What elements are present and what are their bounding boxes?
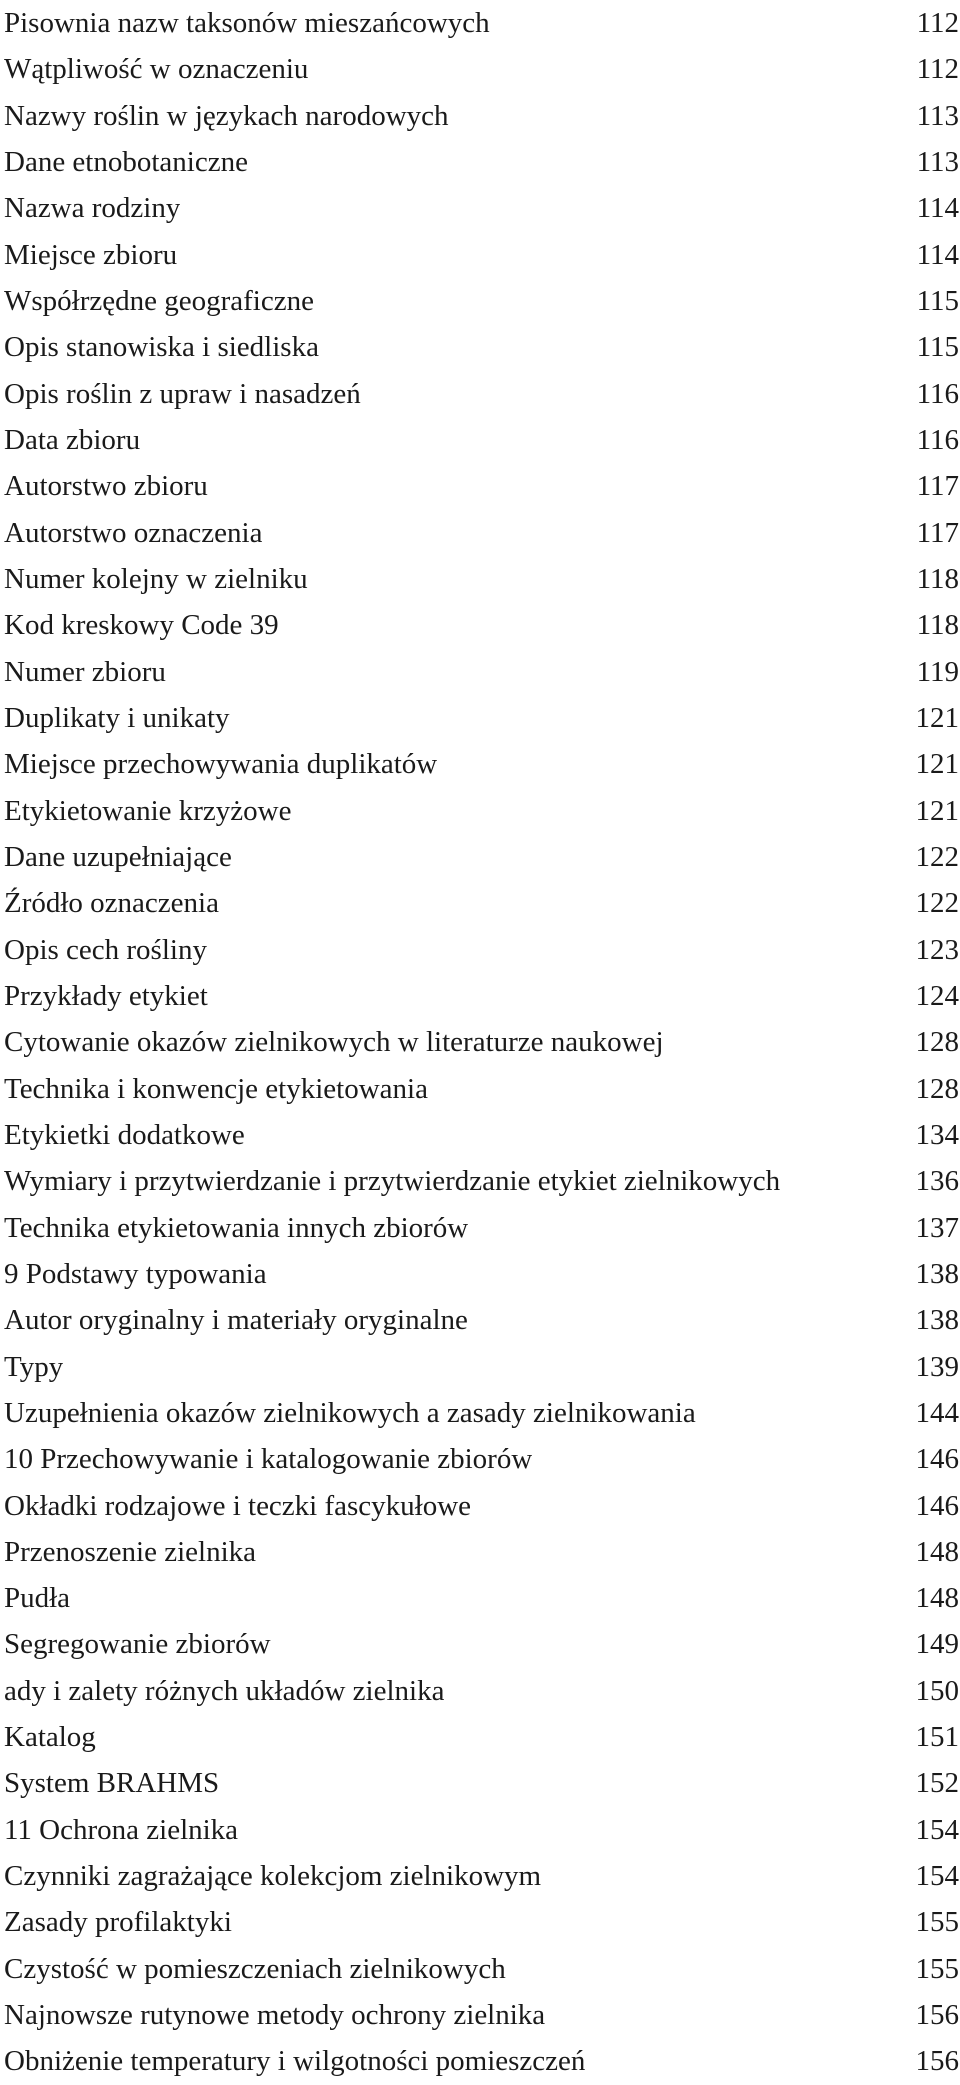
toc-entry-title: Czystość w pomieszczeniach zielnikowych xyxy=(4,1952,506,1985)
toc-entry-title: Zasady profilaktyki xyxy=(4,1906,232,1939)
toc-entry-title: Przykłady etykiet xyxy=(4,979,208,1012)
toc-entry-title: Kod kreskowy Code 39 xyxy=(4,609,279,642)
toc-entry-page-number: 118 xyxy=(916,609,959,642)
toc-entry-page-number: 149 xyxy=(915,1628,959,1661)
toc-entry[interactable] xyxy=(4,1344,959,1390)
toc-entry-title: Opis stanowiska i siedliska xyxy=(4,331,319,364)
toc-entry-page-number: 128 xyxy=(915,1026,959,1059)
toc-entry-page-number: 124 xyxy=(915,979,959,1012)
toc-entry-title: 11 Ochrona zielnika xyxy=(4,1813,239,1846)
toc-entry[interactable] xyxy=(4,927,959,973)
toc-entry[interactable] xyxy=(4,1112,959,1158)
toc-entry-title: Data zbioru xyxy=(4,423,141,456)
toc-entry-title: Współrzędne geograficzne xyxy=(4,284,314,317)
toc-entry[interactable] xyxy=(4,1992,959,2038)
toc-entry-page-number: 151 xyxy=(915,1721,959,1754)
toc-entry[interactable] xyxy=(4,324,959,370)
toc-entry[interactable] xyxy=(4,1205,959,1251)
toc-entry-title: Numer kolejny w zielniku xyxy=(4,562,308,595)
toc-entry-page-number: 155 xyxy=(915,1952,959,1985)
toc-entry-title: Nazwa rodziny xyxy=(4,192,181,225)
toc-entry[interactable] xyxy=(4,880,959,926)
toc-entry-page-number: 121 xyxy=(915,794,959,827)
toc-entry-title: Duplikaty i unikaty xyxy=(4,701,230,734)
toc-entry-title: Segregowanie zbiorów xyxy=(4,1628,271,1661)
toc-entry[interactable] xyxy=(4,1390,959,1436)
toc-entry[interactable] xyxy=(4,1621,959,1667)
toc-entry-page-number: 119 xyxy=(916,655,959,688)
toc-entry[interactable] xyxy=(4,185,959,231)
toc-entry-title: 10 Przechowywanie i katalogowanie zbiorów xyxy=(4,1443,533,1476)
toc-entry-title: Etykietowanie krzyżowe xyxy=(4,794,292,827)
toc-entry-title: Autorstwo zbioru xyxy=(4,470,208,503)
toc-entry-page-number: 144 xyxy=(915,1396,959,1429)
toc-entry-title: Miejsce zbioru xyxy=(4,238,178,271)
toc-entry[interactable] xyxy=(4,1853,959,1899)
toc-entry-title: Miejsce przechowywania duplikatów xyxy=(4,748,438,781)
toc-entry-page-number: 154 xyxy=(915,1860,959,1893)
toc-entry-page-number: 112 xyxy=(916,7,959,39)
toc-entry[interactable] xyxy=(4,1760,959,1806)
toc-entry-title: 9 Podstawy typowania xyxy=(4,1257,267,1290)
toc-entry-title: Obniżenie temperatury i wilgotności pomieszczeń xyxy=(4,2045,586,2078)
toc-entry-page-number: 115 xyxy=(916,331,959,364)
toc-entry[interactable] xyxy=(4,973,959,1019)
toc-entry-title: ady i zalety różnych układów zielnika xyxy=(4,1674,445,1707)
toc-entry[interactable] xyxy=(4,1066,959,1112)
toc-entry-title: Czynniki zagrażające kolekcjom zielnikowym xyxy=(4,1860,542,1893)
toc-entry[interactable] xyxy=(4,232,959,278)
toc-entry-page-number: 137 xyxy=(915,1211,959,1244)
toc-entry[interactable] xyxy=(4,788,959,834)
toc-entry-title: Okładki rodzajowe i teczki fascykułowe xyxy=(4,1489,472,1522)
toc-entry-title: Pisownia nazw taksonów mieszańcowych xyxy=(4,7,490,39)
toc-entry-page-number: 156 xyxy=(915,1999,959,2032)
toc-entry-title: Katalog xyxy=(4,1721,96,1754)
toc-entry-title: Autorstwo oznaczenia xyxy=(4,516,263,549)
toc-entry[interactable] xyxy=(4,1668,959,1714)
toc-entry-page-number: 156 xyxy=(915,2045,959,2078)
toc-entry[interactable] xyxy=(4,371,959,417)
toc-entry-page-number: 112 xyxy=(916,53,959,86)
toc-entry-page-number: 116 xyxy=(916,377,959,410)
toc-entry[interactable] xyxy=(4,649,959,695)
toc-entry-page-number: 136 xyxy=(915,1165,959,1198)
toc-entry-page-number: 122 xyxy=(915,840,959,873)
toc-entry[interactable] xyxy=(4,1436,959,1482)
toc-entry[interactable] xyxy=(4,1158,959,1204)
toc-entry-title: Wątpliwość w oznaczeniu xyxy=(4,53,309,86)
toc-entry[interactable] xyxy=(4,417,959,463)
toc-entry-title: Przenoszenie zielnika xyxy=(4,1535,257,1568)
toc-entry-title: Dane etnobotaniczne xyxy=(4,145,248,178)
toc-entry[interactable] xyxy=(4,510,959,556)
toc-entry[interactable] xyxy=(4,556,959,602)
toc-entry[interactable] xyxy=(4,1714,959,1760)
toc-entry-page-number: 118 xyxy=(916,562,959,595)
toc-entry-page-number: 113 xyxy=(916,145,959,178)
toc-entry[interactable] xyxy=(4,1807,959,1853)
toc-entry-title: Nazwy roślin w językach narodowych xyxy=(4,99,449,132)
toc-entry-page-number: 117 xyxy=(916,516,959,549)
toc-entry[interactable] xyxy=(4,1575,959,1621)
toc-entry-page-number: 134 xyxy=(915,1118,959,1151)
toc-entry[interactable] xyxy=(4,1483,959,1529)
toc-entry-page-number: 128 xyxy=(915,1072,959,1105)
toc-entry[interactable] xyxy=(4,741,959,787)
toc-entry-page-number: 114 xyxy=(916,238,959,271)
table-of-contents xyxy=(4,0,959,2085)
toc-entry[interactable] xyxy=(4,1297,959,1343)
toc-entry[interactable] xyxy=(4,0,959,46)
toc-entry-page-number: 113 xyxy=(916,99,959,132)
toc-entry-page-number: 123 xyxy=(915,933,959,966)
toc-entry-title: Numer zbioru xyxy=(4,655,166,688)
toc-entry[interactable] xyxy=(4,602,959,648)
toc-entry[interactable] xyxy=(4,1946,959,1992)
toc-entry-page-number: 148 xyxy=(915,1535,959,1568)
toc-entry[interactable] xyxy=(4,695,959,741)
toc-entry[interactable] xyxy=(4,463,959,509)
toc-entry-page-number: 155 xyxy=(915,1906,959,1939)
toc-entry-page-number: 117 xyxy=(916,470,959,503)
toc-entry-page-number: 116 xyxy=(916,423,959,456)
toc-entry[interactable] xyxy=(4,1899,959,1945)
toc-entry[interactable] xyxy=(4,1251,959,1297)
toc-entry[interactable] xyxy=(4,834,959,880)
toc-entry-title: Wymiary i przytwierdzanie i przytwierdzanie etykiet zielnikowych xyxy=(4,1165,781,1198)
toc-entry-page-number: 115 xyxy=(916,284,959,317)
toc-entry-title: Etykietki dodatkowe xyxy=(4,1118,245,1151)
toc-entry-title: Źródło oznaczenia xyxy=(4,887,219,920)
toc-entry-page-number: 146 xyxy=(915,1443,959,1476)
toc-entry[interactable] xyxy=(4,46,959,92)
toc-entry-page-number: 121 xyxy=(915,748,959,781)
toc-entry-page-number: 154 xyxy=(915,1813,959,1846)
toc-entry[interactable] xyxy=(4,278,959,324)
toc-entry-title: System BRAHMS xyxy=(4,1767,220,1800)
toc-entry-page-number: 114 xyxy=(916,192,959,225)
toc-entry-title: Pudła xyxy=(4,1582,71,1615)
toc-entry-title: Opis roślin z upraw i nasadzeń xyxy=(4,377,361,410)
toc-entry-title: Dane uzupełniające xyxy=(4,840,232,873)
toc-entry[interactable] xyxy=(4,93,959,139)
toc-entry-title: Typy xyxy=(4,1350,64,1383)
toc-entry-page-number: 121 xyxy=(915,701,959,734)
toc-entry-page-number: 139 xyxy=(915,1350,959,1383)
toc-entry[interactable] xyxy=(4,139,959,185)
toc-entry-title: Opis cech rośliny xyxy=(4,933,207,966)
toc-entry-page-number: 150 xyxy=(915,1674,959,1707)
toc-entry[interactable] xyxy=(4,2038,959,2084)
toc-entry[interactable] xyxy=(4,1019,959,1065)
toc-entry-title: Uzupełnienia okazów zielnikowych a zasady zielnikowania xyxy=(4,1396,696,1429)
toc-entry-page-number: 122 xyxy=(915,887,959,920)
toc-entry[interactable] xyxy=(4,1529,959,1575)
toc-entry-page-number: 148 xyxy=(915,1582,959,1615)
toc-entry-title: Technika i konwencje etykietowania xyxy=(4,1072,428,1105)
toc-entry-title: Autor oryginalny i materiały oryginalne xyxy=(4,1304,468,1337)
toc-entry-page-number: 146 xyxy=(915,1489,959,1522)
toc-entry-page-number: 138 xyxy=(915,1304,959,1337)
toc-entry-title: Cytowanie okazów zielnikowych w literaturze naukowej xyxy=(4,1026,664,1059)
toc-entry-title: Najnowsze rutynowe metody ochrony zielnika xyxy=(4,1999,546,2032)
toc-entry-page-number: 138 xyxy=(915,1257,959,1290)
toc-entry-title: Technika etykietowania innych zbiorów xyxy=(4,1211,469,1244)
toc-entry-page-number: 152 xyxy=(915,1767,959,1800)
